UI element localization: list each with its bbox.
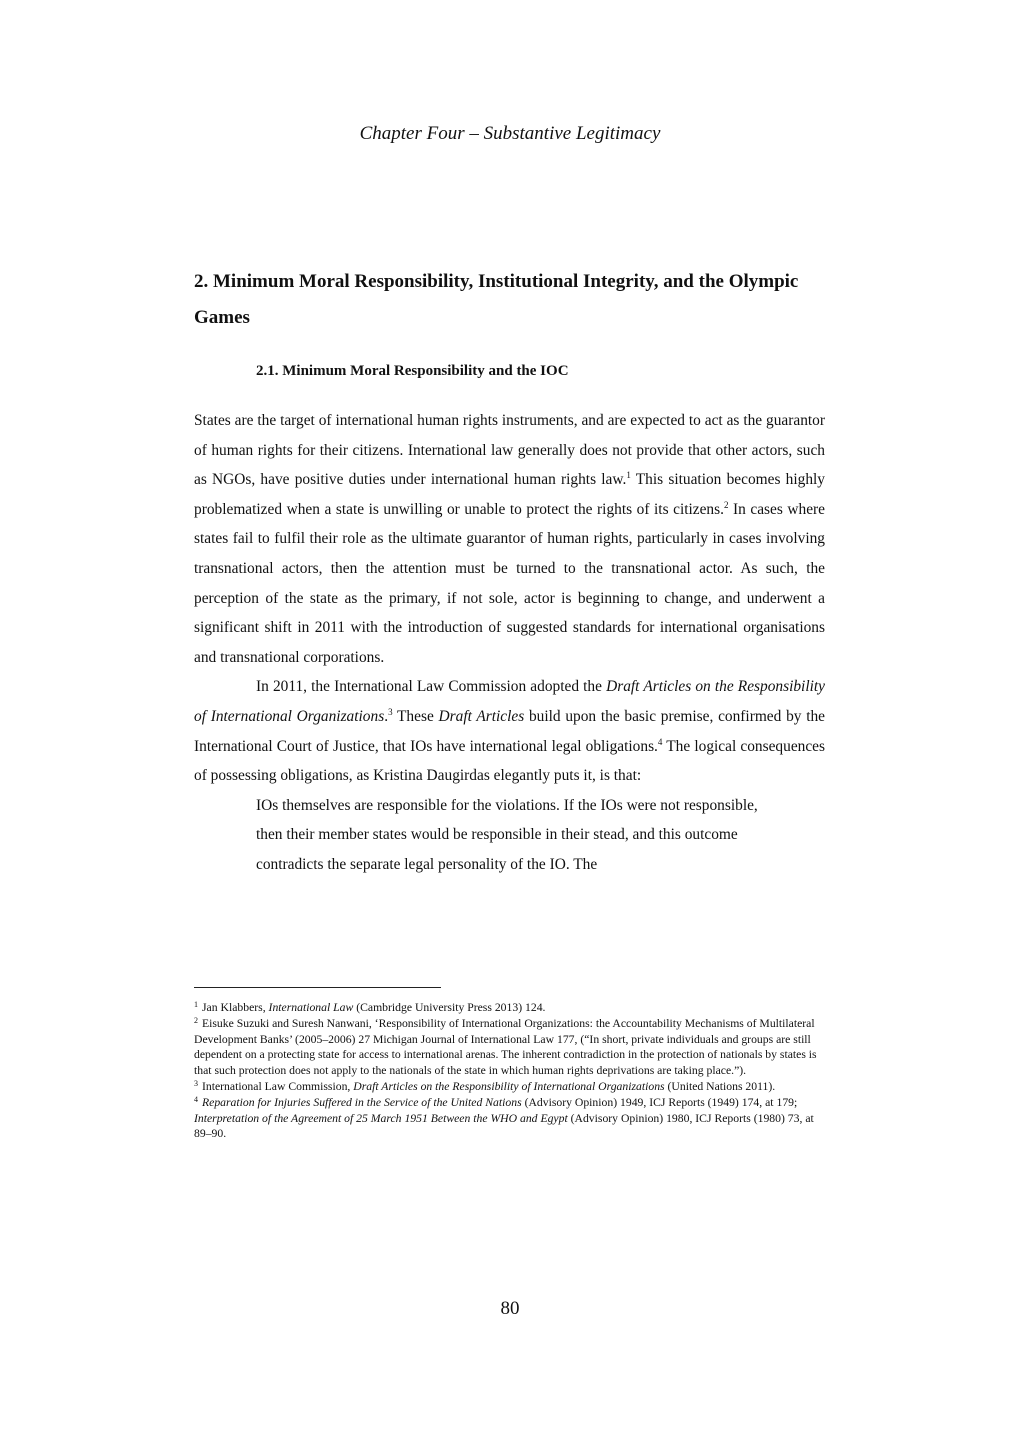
footnote-ref-3: 3 bbox=[388, 706, 393, 717]
footnote-3-text: International Law Commission, bbox=[202, 1079, 354, 1093]
footnote-1-text: Jan Klabbers, bbox=[202, 1001, 269, 1014]
paragraph-2 bbox=[194, 672, 825, 790]
footnotes bbox=[194, 1000, 834, 1142]
footnote-separator bbox=[194, 987, 441, 988]
footnote-3-title: Draft Articles on the Responsibility of International Organizations bbox=[353, 1079, 665, 1093]
footnote-4-text-end: (Advisory Opinion) 1980, ICJ Reports (1980) 73, at 89–90. bbox=[194, 1111, 814, 1141]
paragraph-2-text-4: build upon the basic premise, confirmed by the International Court of Justice, that IOs have international legal obligations. bbox=[194, 707, 826, 755]
paragraph-2-title-1: Draft Articles on the Responsibility of International Organizations bbox=[194, 678, 825, 725]
body-text bbox=[194, 406, 825, 880]
paragraph-2-text-2: . bbox=[384, 707, 389, 725]
page-number: 80 bbox=[500, 1298, 520, 1319]
footnote-number: 3 bbox=[194, 1078, 198, 1088]
paragraph-2-text-3: These bbox=[392, 707, 439, 725]
footnote-2 bbox=[194, 1016, 834, 1079]
footnote-3 bbox=[194, 1079, 834, 1095]
running-head: Chapter Four – Substantive Legitimacy bbox=[359, 123, 661, 144]
footnote-4-title-1: Reparation for Injuries Suffered in the Service of the United Nations bbox=[202, 1095, 522, 1109]
block-quote: IOs themselves are responsible for the violations. If the IOs were not responsible, then their member states would be responsible in their stead, and this outcome contradicts the separate legal personality of the IO. The bbox=[256, 796, 758, 873]
footnote-ref-4: 4 bbox=[657, 736, 663, 747]
footnote-number: 2 bbox=[194, 1015, 198, 1025]
footnote-ref-2: 2 bbox=[723, 499, 729, 510]
paragraph-1-sentence-3: In cases where states fail to fulfil their role as the ultimate guarantor of human rights, particularly in cases involving transnational actors, then the attention must be turned to the transnational actor. As such, the perception of the state as the primary, if not sole, actor is beginning to change, and underwent a significant shift in 2011 with the introduction of suggested standards for international organisations and transnational corporations. bbox=[194, 500, 826, 666]
paragraph-1-sentence-1: States are the target of international human rights instruments, and are expected to act as the guarantor of human rights for their citizens. International law generally does not provide that other actors, such as NGOs, have positive duties under international human rights law. bbox=[194, 412, 825, 489]
paragraph-2-text-1: In 2011, the International Law Commission adopted the bbox=[256, 678, 607, 696]
footnote-number: 4 bbox=[194, 1094, 198, 1104]
footnote-4-title-2: Interpretation of the Agreement of 25 March 1951 Between the WHO and Egypt bbox=[194, 1111, 568, 1125]
footnote-number: 1 bbox=[194, 1000, 198, 1009]
footnote-1 bbox=[194, 1000, 834, 1016]
paragraph-1-sentence-2: This situation becomes highly problematized when a state is unwilling or unable to protect the rights of its citizens. bbox=[194, 471, 825, 518]
paragraph-2-text-5: The logical consequences of possessing obligations, as Kristina Daugirdas elegantly puts it, is that: bbox=[194, 737, 826, 785]
footnote-ref-1: 1 bbox=[626, 470, 631, 481]
footnote-4 bbox=[194, 1095, 834, 1142]
paragraph-2-title-2: Draft Articles bbox=[438, 707, 525, 725]
subsection-heading: 2.1. Minimum Moral Responsibility and the IOC bbox=[256, 363, 569, 379]
footnote-1-text-end: (Cambridge University Press 2013) 124. bbox=[353, 1001, 546, 1014]
footnote-4-text: (Advisory Opinion) 1949, ICJ Reports (1949) 174, at 179; bbox=[521, 1095, 798, 1109]
section-heading: 2. Minimum Moral Responsibility, Institutional Integrity, and the Olympic Games bbox=[194, 271, 799, 328]
footnote-2-text: Eisuke Suzuki and Suresh Nanwani, ‘Responsibility of International Organizations: the Accountability Mechanisms of Multilateral Development Banks’ (2005–2006) 27 Michigan Journal of International Law 177, (“In short, private individuals and groups are still dependent on a protecting state for access to international arenas. The inherent contradiction in the protection of nationals by states is that such protection does not apply to the nationals of the state in which human rights deprivations are taking place.”). bbox=[194, 1016, 817, 1078]
footnote-1-title: International Law bbox=[268, 1001, 354, 1014]
footnote-3-text-end: (United Nations 2011). bbox=[664, 1079, 776, 1093]
paragraph-1 bbox=[194, 406, 825, 672]
